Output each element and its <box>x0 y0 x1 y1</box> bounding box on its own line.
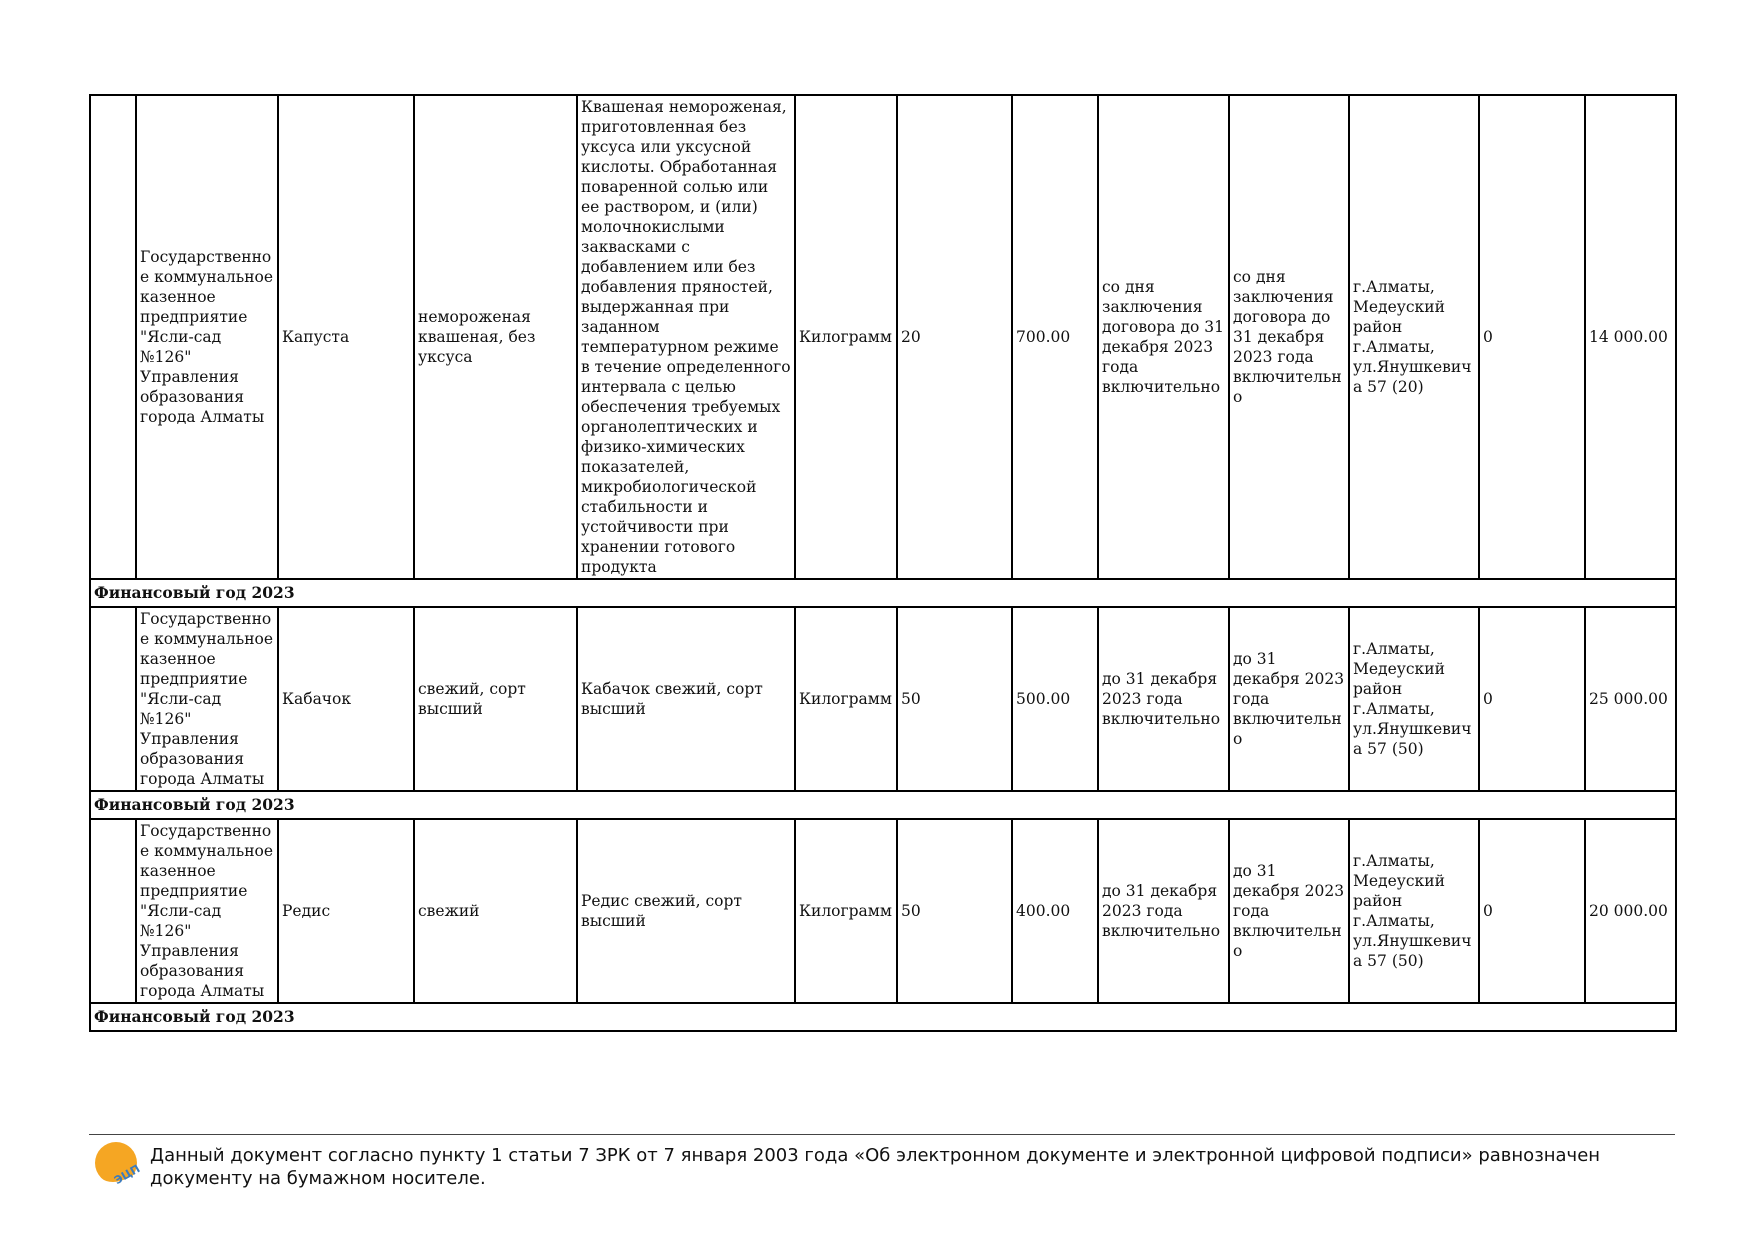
row-number-cell <box>90 95 136 579</box>
total-cell: 14 000.00 <box>1585 95 1676 579</box>
price-cell: 500.00 <box>1012 607 1098 791</box>
item-name-cell: Кабачок <box>278 607 414 791</box>
full-spec-cell: Квашеная немороженая, приготовленная без уксуса или уксусной кислоты. Обработанная поваренной солью или ее раствором, и (или) молочнокислыми заквасками с добавлением или без добавления пряностей, выдержанная при заданном температурном режиме в течение определенного интервала с целью обеспечения требуемых органолептических и физико-химических показателей, микробиологической стабильности и устойчивости при хранении готового продукта <box>577 95 795 579</box>
customer-cell: Государственное коммунальное казенное предприятие "Ясли-сад №126" Управления образования города Алматы <box>136 819 278 1003</box>
quantity-cell: 50 <box>897 607 1012 791</box>
full-spec-cell: Редис свежий, сорт высший <box>577 819 795 1003</box>
quantity-cell: 50 <box>897 819 1012 1003</box>
customer-cell: Государственное коммунальное казенное предприятие "Ясли-сад №126" Управления образования города Алматы <box>136 607 278 791</box>
price-cell: 700.00 <box>1012 95 1098 579</box>
row-number-cell <box>90 819 136 1003</box>
delivery-term-cell: до 31 декабря 2023 года включительно <box>1098 607 1229 791</box>
table-row <box>90 607 1676 791</box>
footer-divider <box>89 1134 1675 1135</box>
unit-cell: Килограмм <box>795 607 897 791</box>
fiscal-year-label: Финансовый год 2023 <box>90 579 1676 607</box>
full-spec-cell: Кабачок свежий, сорт высший <box>577 607 795 791</box>
short-spec-cell: неморожeная квашеная, без уксуса <box>414 95 577 579</box>
item-name-cell: Редис <box>278 819 414 1003</box>
unit-cell: Килограмм <box>795 819 897 1003</box>
advance-cell: 0 <box>1479 607 1585 791</box>
advance-cell: 0 <box>1479 819 1585 1003</box>
fiscal-year-row <box>90 1003 1676 1031</box>
address-cell: г.Алматы, Медеуский район г.Алматы, ул.Янушкевича 57 (20) <box>1349 95 1479 579</box>
fiscal-year-row <box>90 579 1676 607</box>
total-cell: 20 000.00 <box>1585 819 1676 1003</box>
fiscal-year-row <box>90 791 1676 819</box>
advance-cell: 0 <box>1479 95 1585 579</box>
procurement-table <box>89 94 1677 1032</box>
delivery-term-cell: со дня заключения договора до 31 декабря 2023 года включительно <box>1098 95 1229 579</box>
address-cell: г.Алматы, Медеуский район г.Алматы, ул.Янушкевича 57 (50) <box>1349 819 1479 1003</box>
footer-legal-notice: Данный документ согласно пункту 1 статьи 7 ЗРК от 7 января 2003 года «Об электронном документе и электронной цифровой подписи» равнозначен документу на бумажном носителе. <box>150 1145 1601 1189</box>
row-number-cell <box>90 607 136 791</box>
address-cell: г.Алматы, Медеуский район г.Алматы, ул.Янушкевича 57 (50) <box>1349 607 1479 791</box>
table-row <box>90 95 1676 579</box>
short-spec-cell: свежий, сорт высший <box>414 607 577 791</box>
unit-cell: Килограмм <box>795 95 897 579</box>
contract-term-cell: до 31 декабря 2023 года включительно <box>1229 607 1349 791</box>
total-cell: 25 000.00 <box>1585 607 1676 791</box>
delivery-term-cell: до 31 декабря 2023 года включительно <box>1098 819 1229 1003</box>
price-cell: 400.00 <box>1012 819 1098 1003</box>
fiscal-year-label: Финансовый год 2023 <box>90 791 1676 819</box>
item-name-cell: Капуста <box>278 95 414 579</box>
short-spec-cell: свежий <box>414 819 577 1003</box>
signature-seal-icon <box>93 1139 143 1189</box>
contract-term-cell: со дня заключения договора до 31 декабря 2023 года включительно <box>1229 95 1349 579</box>
customer-cell: Государственное коммунальное казенное предприятие "Ясли-сад №126" Управления образования города Алматы <box>136 95 278 579</box>
svg-text:ЭЦП: ЭЦП <box>112 1162 143 1188</box>
quantity-cell: 20 <box>897 95 1012 579</box>
table-row <box>90 819 1676 1003</box>
contract-term-cell: до 31 декабря 2023 года включительно <box>1229 819 1349 1003</box>
fiscal-year-label: Финансовый год 2023 <box>90 1003 1676 1031</box>
